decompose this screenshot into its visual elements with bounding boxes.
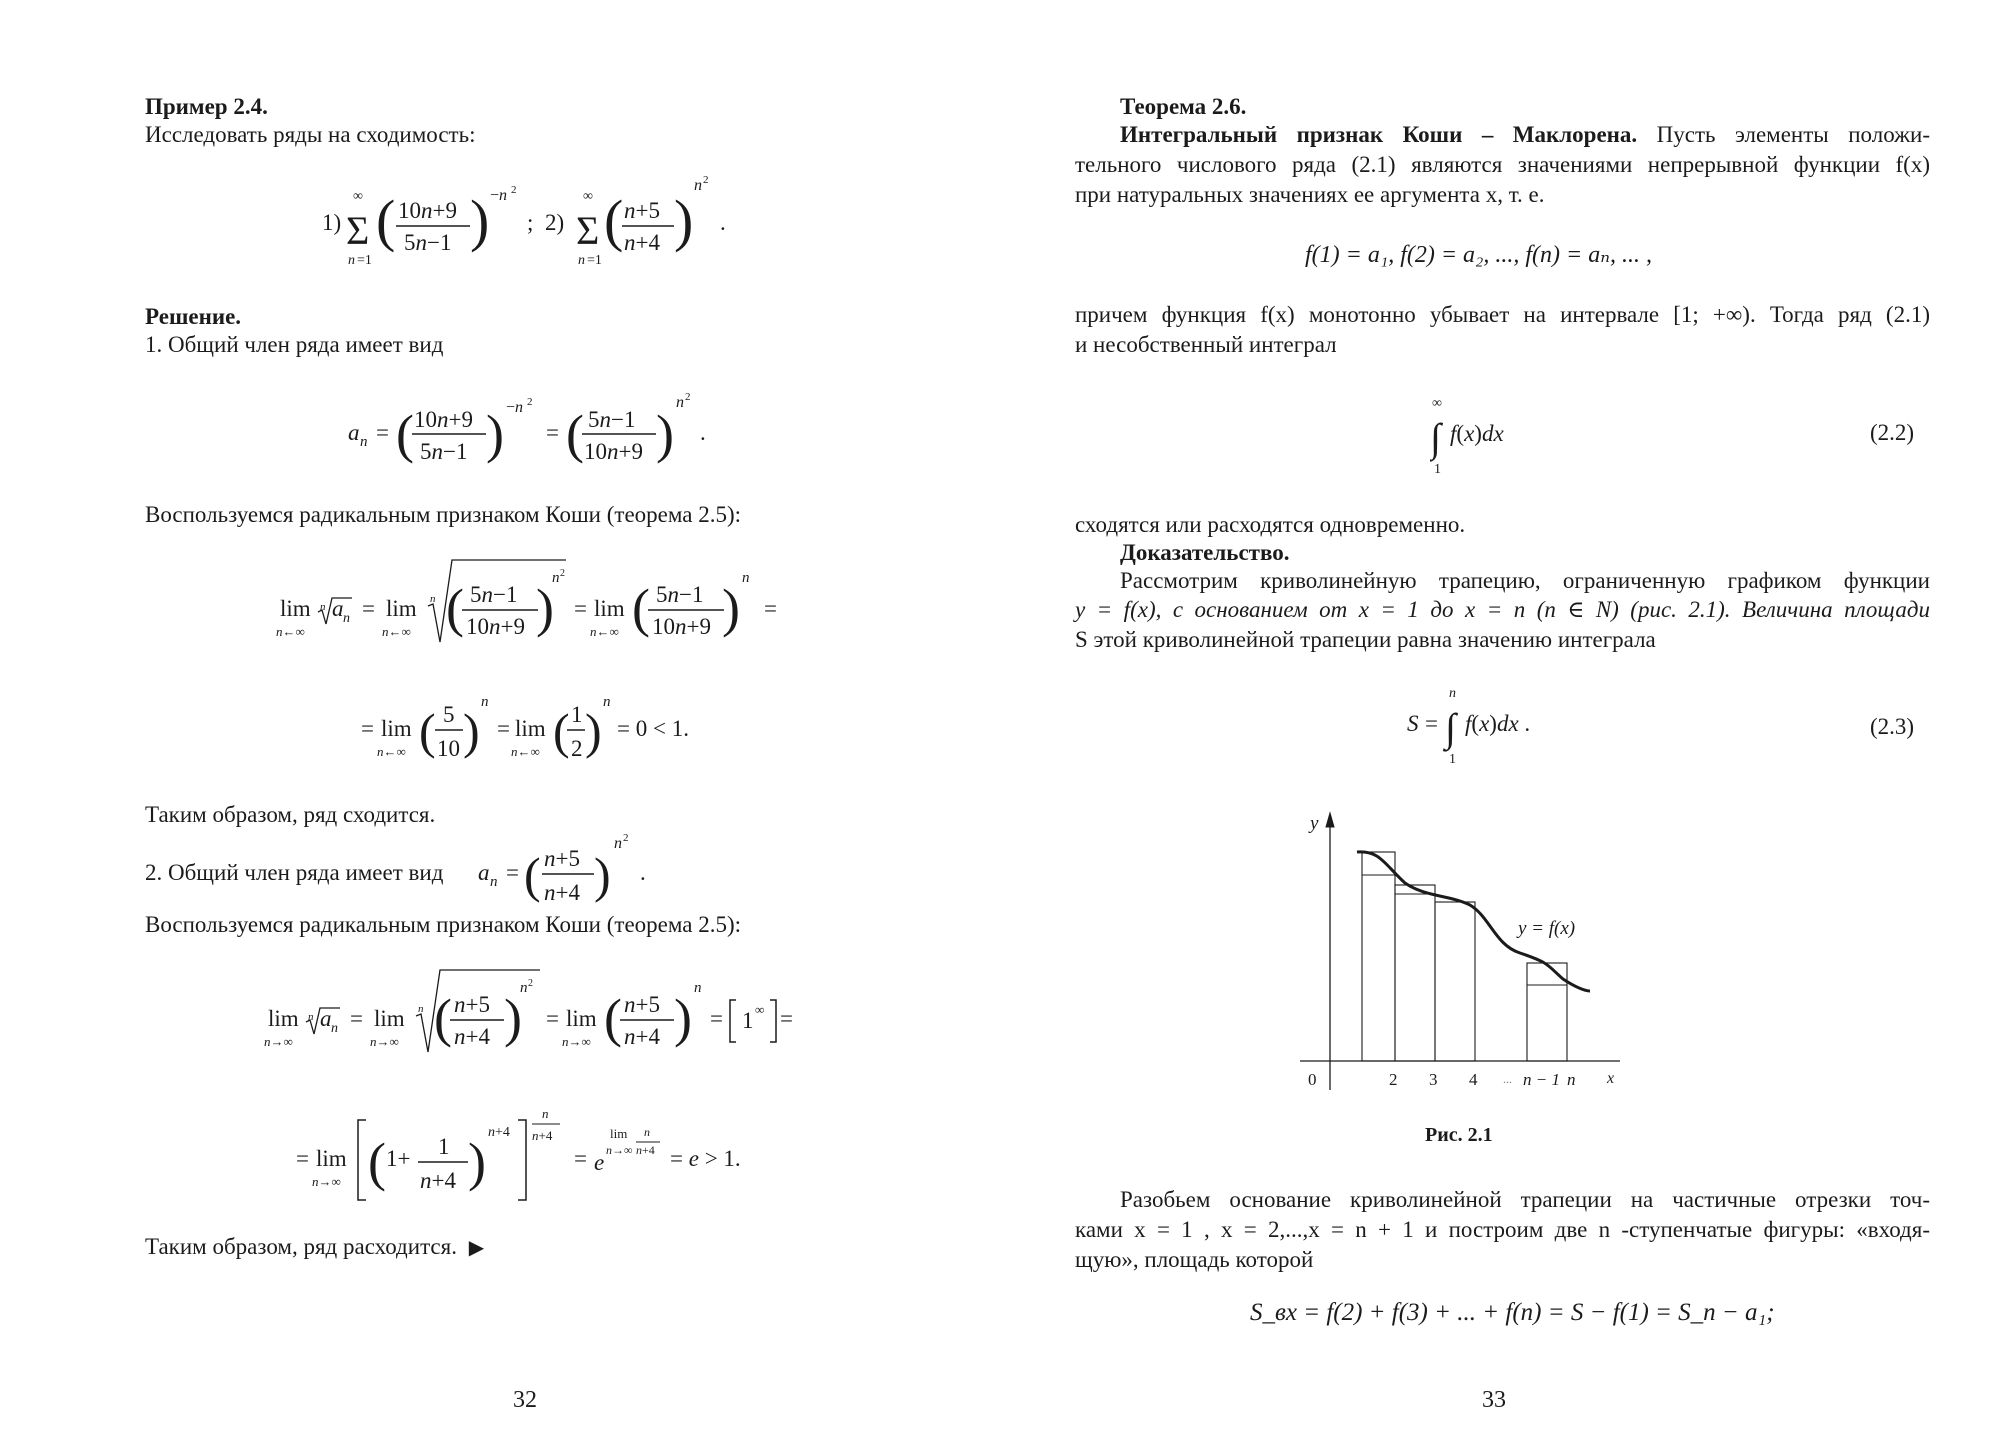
series-formula	[300, 168, 760, 283]
svg-text:1: 1	[742, 1008, 754, 1033]
svg-text:): )	[585, 703, 602, 759]
formula-integral-graphic	[1430, 395, 1570, 475]
svg-text:n+4: n+4	[636, 1143, 655, 1157]
svg-text:lim: lim	[386, 596, 417, 621]
svg-text:lim: lim	[381, 716, 412, 741]
svg-text:f(x)dx: f(x)dx	[1450, 421, 1504, 446]
monotone-line-2: и несобственный интеграл	[1075, 332, 1337, 357]
proof-line-2: y = f(x), с основанием от x = 1 до x = n (n ∈ N) (рис. 2.1). Величина площади	[1075, 597, 1930, 622]
svg-text:lim: lim	[280, 596, 311, 621]
svg-text:n+4: n+4	[624, 230, 660, 255]
svg-text:5n−1: 5n−1	[588, 407, 636, 432]
svg-text:=: =	[780, 1006, 793, 1031]
svg-text:(: (	[566, 404, 584, 464]
svg-text:(: (	[376, 188, 396, 253]
svg-text:f(x)dx .: f(x)dx .	[1465, 711, 1531, 736]
svg-text:n: n	[331, 1021, 338, 1036]
formula-values: f(1) = a₁, f(2) = a₂, ..., f(n) = aₙ, ... ,	[1305, 242, 1652, 268]
svg-text:n: n	[308, 1011, 314, 1023]
svg-text:n: n	[552, 570, 560, 586]
svg-text:n+4: n+4	[624, 1024, 660, 1049]
figure-caption: Рис. 2.1	[1425, 1124, 1493, 1146]
svg-text:2: 2	[527, 396, 533, 408]
solution-title: Решение.	[145, 304, 242, 329]
svg-text:n: n	[676, 394, 684, 411]
svg-text:10: 10	[437, 736, 460, 761]
svg-text:lim: lim	[566, 1006, 597, 1031]
svg-text:5n−1: 5n−1	[656, 582, 704, 607]
svg-text:=: =	[546, 420, 559, 445]
theorem-line-1-rest: Пусть элементы положи-	[1656, 122, 1930, 147]
svg-text:n: n	[614, 835, 622, 852]
formula-an-2	[470, 828, 660, 908]
svg-text:(: (	[419, 703, 436, 759]
svg-text:): )	[486, 404, 504, 464]
svg-text:2: 2	[571, 736, 583, 761]
page-number-left: 32	[513, 1387, 537, 1413]
formula-integral	[1430, 395, 1570, 475]
step-rect-1	[1362, 852, 1395, 1061]
svg-text:= 0 < 1.: = 0 < 1.	[617, 716, 689, 741]
svg-text:n→∞: n→∞	[264, 1034, 293, 1049]
svg-text:n: n	[418, 1003, 424, 1015]
svg-text:(: (	[446, 578, 464, 638]
svg-text:n+4: n+4	[420, 1168, 456, 1193]
svg-text:∫: ∫	[1430, 415, 1441, 460]
formula-lim-1b	[355, 690, 715, 775]
svg-text:2: 2	[528, 978, 533, 989]
svg-text:∞: ∞	[583, 189, 593, 204]
svg-text:): )	[463, 703, 480, 759]
formula-an-1-graphic	[340, 385, 720, 475]
simultaneous-text: сходятся или расходятся одновременно.	[1075, 512, 1466, 537]
theorem-line-2: тельного числового ряда (2.1) являются значениями непрерывной функции f(x)	[1075, 152, 1930, 177]
svg-text:): )	[536, 578, 554, 638]
theorem-line-3: при натуральных значениях ее аргумента x, т. е.	[1075, 182, 1545, 207]
svg-text:1: 1	[1449, 752, 1456, 765]
formula-lim-1b-graphic	[355, 690, 715, 775]
svg-text:): )	[674, 988, 692, 1048]
tick-label-2: 2	[1389, 1070, 1398, 1089]
example-title: Пример 2.4.	[145, 94, 268, 119]
svg-text:n: n	[490, 874, 498, 890]
svg-text:n: n	[644, 1125, 650, 1139]
svg-text:n: n	[1449, 686, 1456, 701]
svg-text:2: 2	[511, 184, 517, 196]
svg-text:(: (	[604, 988, 622, 1048]
formula-S	[1405, 685, 1605, 765]
figure-graph	[1285, 805, 1685, 1105]
step-rect-2	[1395, 885, 1435, 1061]
series-formula-graphic	[300, 168, 760, 283]
svg-text:5: 5	[443, 702, 455, 727]
svg-text:∞: ∞	[1432, 396, 1442, 411]
split-line-2: ками x = 1 , x = 2,...,x = n + 1 и построим две n -ступенчатые фигуры: «входя-	[1075, 1217, 1930, 1242]
eq-number-2-2: (2.2)	[1870, 420, 1915, 445]
svg-text:=: =	[362, 596, 375, 621]
svg-text:10n+9: 10n+9	[414, 407, 473, 432]
svg-text:lim: lim	[268, 1006, 299, 1031]
svg-text:): )	[594, 847, 611, 903]
theorem-name: Интегральный признак Коши – Маклорена.	[1120, 122, 1638, 147]
theorem-title: Теорема 2.6.	[1120, 94, 1247, 119]
eq-number-2-3: (2.3)	[1870, 714, 1915, 739]
proof-title: Доказательство.	[1120, 540, 1290, 565]
svg-text:=1: =1	[587, 253, 602, 268]
svg-text:(: (	[604, 188, 624, 253]
svg-text:a: a	[332, 596, 344, 621]
svg-text:1: 1	[438, 1134, 450, 1159]
svg-text:5n−1: 5n−1	[420, 439, 468, 464]
svg-text:10n+9: 10n+9	[398, 198, 457, 223]
formula-lim-2b-graphic	[292, 1100, 772, 1210]
svg-text:−n: −n	[490, 187, 508, 204]
svg-text:n←∞: n←∞	[511, 744, 540, 759]
svg-text:=: =	[574, 1146, 587, 1171]
x-axis-label: x	[1607, 1070, 1615, 1087]
diverges-text	[145, 1232, 484, 1263]
svg-text:n←∞: n←∞	[276, 624, 305, 639]
svg-text:n←∞: n←∞	[377, 744, 406, 759]
svg-text:n: n	[481, 694, 489, 710]
svg-text:=: =	[361, 716, 374, 741]
formula-lim-2b	[292, 1100, 772, 1210]
svg-text:n: n	[603, 694, 611, 710]
tick-label-4: 4	[1469, 1070, 1478, 1089]
monotone-line-1: причем функция f(x) монотонно убывает на интервале [1; +∞). Тогда ряд (2.1)	[1075, 302, 1930, 327]
svg-text:lim: lim	[316, 1146, 347, 1171]
svg-text:∞: ∞	[755, 1002, 765, 1017]
svg-text:n: n	[430, 593, 436, 605]
svg-text:1): 1)	[322, 210, 342, 235]
page-number-right: 33	[1482, 1387, 1506, 1413]
formula-an-2-graphic	[470, 828, 660, 908]
task-text: Исследовать ряды на сходимость:	[145, 122, 476, 147]
svg-text:a: a	[348, 420, 360, 445]
svg-text:S: S	[1407, 711, 1419, 736]
svg-text:2: 2	[703, 174, 709, 186]
svg-text:Σ: Σ	[576, 208, 600, 253]
svg-text:10n+9: 10n+9	[652, 614, 711, 639]
split-line-1: Разобьем основание криволинейной трапеции на частичные отрезки точ-	[1120, 1187, 1930, 1212]
svg-text:2: 2	[623, 832, 629, 844]
figure-2-1	[1285, 805, 1685, 1105]
svg-text:n: n	[360, 434, 368, 450]
step-rect-3	[1435, 902, 1475, 1061]
svg-text:.: .	[700, 420, 706, 445]
svg-text:;: ;	[527, 210, 534, 235]
svg-text:=: =	[1425, 711, 1438, 736]
step2-text: 2. Общий член ряда имеет вид	[145, 860, 444, 885]
svg-text:n←∞: n←∞	[590, 624, 619, 639]
tick-label-n: n	[1567, 1070, 1576, 1089]
svg-text:n: n	[578, 253, 585, 268]
formula-lim-1a-graphic	[270, 552, 790, 652]
proof-line-3: S этой криволинейной трапеции равна значению интеграла	[1075, 627, 1656, 652]
y-axis-arrow-icon	[1326, 813, 1334, 827]
svg-text:= e > 1.: = e > 1.	[670, 1146, 741, 1171]
svg-text:n+5: n+5	[454, 992, 490, 1017]
svg-text:5n−1: 5n−1	[470, 582, 518, 607]
svg-text:(: (	[553, 703, 570, 759]
svg-text:): )	[504, 988, 522, 1048]
formula-lim-2a-graphic	[258, 962, 798, 1062]
formula-lim-2a	[258, 962, 798, 1062]
svg-text:=: =	[574, 596, 587, 621]
svg-text:.: .	[720, 210, 726, 235]
formula-an-1	[340, 385, 720, 475]
svg-text:=: =	[296, 1146, 309, 1171]
svg-text:n→∞: n→∞	[370, 1034, 399, 1049]
svg-text:n+4: n+4	[532, 1128, 553, 1143]
formula-lim-1a	[270, 552, 790, 652]
converges-text: Таким образом, ряд сходится.	[145, 802, 436, 827]
svg-text:10n+9: 10n+9	[584, 439, 643, 464]
svg-text:n: n	[742, 570, 750, 586]
svg-text:): )	[674, 188, 694, 253]
svg-text:n+5: n+5	[624, 198, 660, 223]
svg-text:n: n	[343, 611, 350, 626]
svg-text:lim: lim	[610, 1126, 628, 1141]
svg-text:n→∞: n→∞	[312, 1174, 341, 1189]
theorem-line-1	[1120, 120, 1930, 150]
tick-label-3: 3	[1429, 1070, 1438, 1089]
svg-text:): )	[468, 1132, 486, 1192]
svg-text:=: =	[506, 860, 519, 885]
svg-text:2): 2)	[545, 210, 565, 235]
svg-text:n: n	[694, 177, 702, 194]
svg-text:n: n	[694, 980, 702, 996]
svg-text:n→∞: n→∞	[606, 1143, 633, 1157]
svg-text:=: =	[376, 420, 389, 445]
svg-text:n+5: n+5	[544, 846, 580, 871]
svg-text:2: 2	[685, 391, 691, 403]
svg-text:=1: =1	[357, 253, 372, 268]
split-line-3: щую», площадь которой	[1075, 1247, 1314, 1272]
svg-text:.: .	[640, 860, 646, 885]
svg-text:Σ: Σ	[346, 208, 370, 253]
svg-text:1+: 1+	[386, 1146, 411, 1171]
svg-text:−n: −n	[506, 399, 524, 416]
formula-Sin: S_вх = f(2) + f(3) + ... + f(n) = S − f(1) = S_n − a₁;	[1250, 1299, 1775, 1326]
svg-text:(: (	[368, 1132, 386, 1192]
tick-label-n-minus-1: n − 1	[1523, 1070, 1560, 1089]
svg-text:n: n	[320, 601, 326, 613]
right-page	[1000, 0, 2000, 1456]
svg-text:(: (	[396, 404, 414, 464]
svg-text:=: =	[546, 1006, 559, 1031]
svg-text:e: e	[594, 1150, 605, 1175]
diverges-text-body: Таким образом, ряд расходится.	[145, 1234, 457, 1259]
svg-text:1: 1	[571, 702, 583, 727]
svg-text:1: 1	[1434, 462, 1441, 475]
cauchy-text-2: Воспользуемся радикальным признаком Коши (теорема 2.5):	[145, 912, 742, 937]
svg-text:lim: lim	[594, 596, 625, 621]
svg-text:10n+9: 10n+9	[466, 614, 525, 639]
svg-text:∞: ∞	[353, 189, 363, 204]
curve-label: y = f(x)	[1518, 918, 1576, 939]
svg-text:=: =	[764, 596, 777, 621]
svg-text:2: 2	[560, 568, 565, 579]
svg-text:n→∞: n→∞	[562, 1034, 591, 1049]
svg-text:=: =	[350, 1006, 363, 1031]
svg-text:=: =	[710, 1006, 723, 1031]
svg-text:(: (	[524, 847, 541, 903]
tick-label-dots: ...	[1503, 1072, 1512, 1086]
svg-text:5n−1: 5n−1	[404, 230, 452, 255]
svg-text:n+4: n+4	[544, 880, 580, 905]
step1-text: 1. Общий член ряда имеет вид	[145, 332, 444, 357]
svg-text:n: n	[542, 1106, 549, 1121]
svg-text:∫: ∫	[1445, 705, 1456, 750]
svg-text:a: a	[320, 1006, 332, 1031]
svg-text:a: a	[478, 860, 490, 885]
svg-text:): )	[470, 188, 490, 253]
svg-text:n+5: n+5	[624, 992, 660, 1017]
svg-text:(: (	[632, 578, 650, 638]
svg-text:): )	[722, 578, 740, 638]
proof-line-1: Рассмотрим криволинейную трапецию, ограниченную графиком функции	[1120, 568, 1930, 593]
svg-text:lim: lim	[374, 1006, 405, 1031]
svg-text:(: (	[434, 988, 452, 1048]
svg-text:n←∞: n←∞	[382, 624, 411, 639]
cauchy-text-1: Воспользуемся радикальным признаком Коши (теорема 2.5):	[145, 502, 742, 527]
end-marker-icon: ▶	[468, 1237, 485, 1259]
svg-text:n+4: n+4	[454, 1024, 490, 1049]
formula-S-graphic	[1405, 685, 1605, 765]
svg-text:): )	[656, 404, 674, 464]
svg-text:n: n	[348, 253, 355, 268]
svg-text:lim: lim	[515, 716, 546, 741]
svg-text:n+4: n+4	[488, 1125, 510, 1140]
y-axis-label: y	[1310, 813, 1319, 834]
svg-text:=: =	[497, 716, 510, 741]
origin-label: 0	[1308, 1070, 1317, 1089]
svg-text:n: n	[520, 980, 528, 996]
